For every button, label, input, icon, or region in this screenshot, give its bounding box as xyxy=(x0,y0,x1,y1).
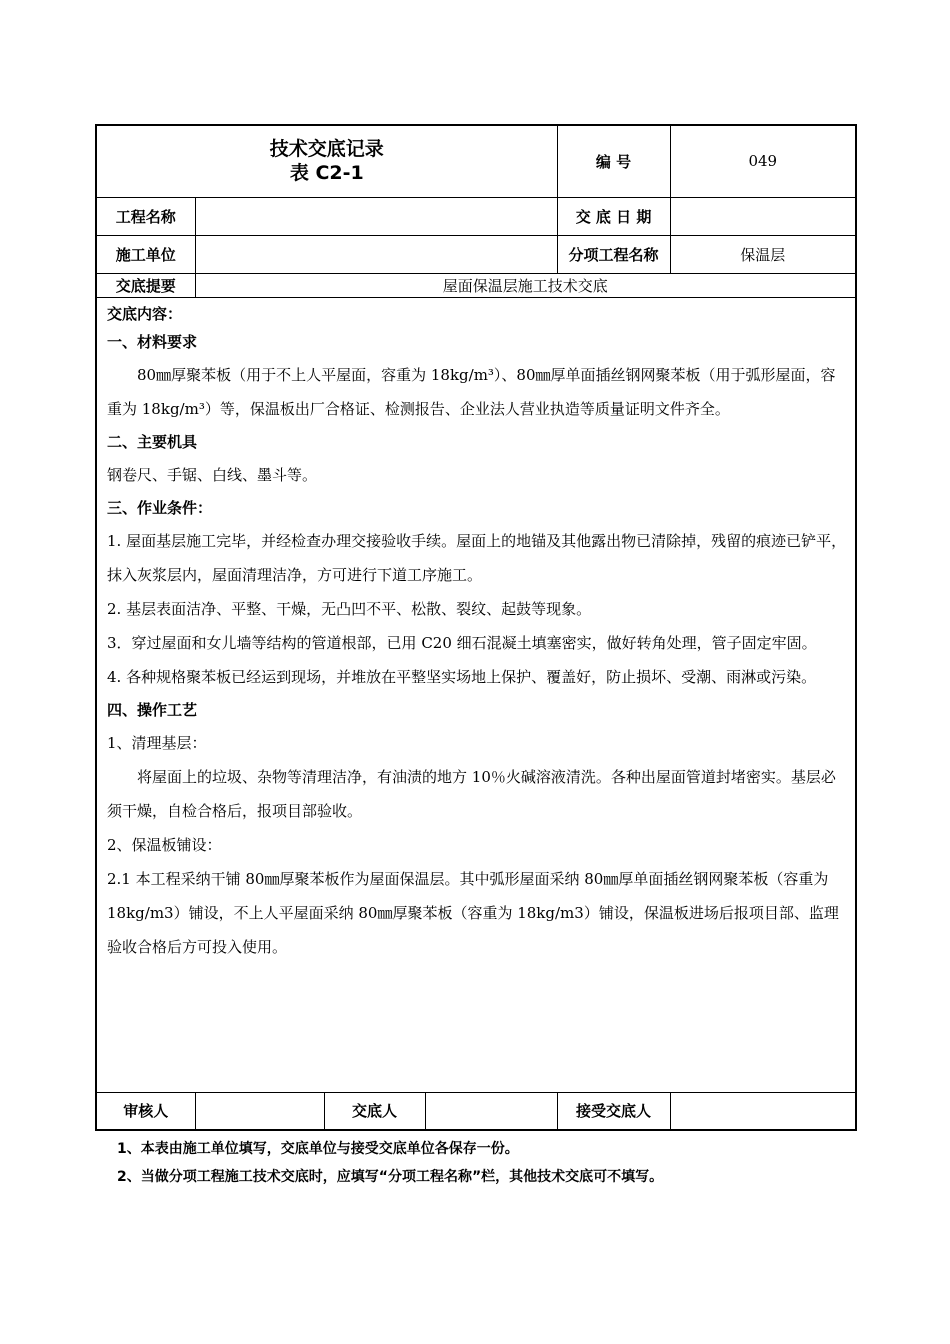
summary-label: 交底提要 xyxy=(96,273,195,297)
form-notes xyxy=(95,1135,855,1191)
unit-label: 施工单位 xyxy=(96,235,195,273)
title-cell xyxy=(96,125,557,197)
reviewer-value[interactable] xyxy=(195,1092,324,1130)
section-3-item-2: 2. 基层表面洁净、平整、干燥，无凸凹不平、松散、裂纹、起鼓等现象。 xyxy=(107,599,592,618)
form-id: 表 C2-1 xyxy=(289,162,364,185)
discloser-label: 交底人 xyxy=(324,1092,425,1130)
section-1-title: 一、材料要求 xyxy=(107,332,198,351)
note-item: 2、当做分项工程施工技术交底时，应填写“分项工程名称”栏，其他技术交底可不填写。 xyxy=(117,1169,664,1185)
note-item: 1、本表由施工单位填写，交底单位与接受交底单位各保存一份。 xyxy=(117,1141,519,1157)
project-name-label: 工程名称 xyxy=(96,197,195,235)
section-4-paragraph-1: 将屋面上的垃圾、杂物等清理洁净，有油渍的地方 10％火碱溶液清洗。各种出屋面管道封堵密实。基层必须干燥，自检合格后，报项目部验收。 xyxy=(107,767,836,820)
unit-value[interactable] xyxy=(195,235,557,273)
section-3-item-3: 3．穿过屋面和女儿墙等结构的管道根部，已用 C20 细石混凝土填塞密实，做好转角处理，管子固定牢固。 xyxy=(107,633,817,652)
section-4-title: 四、操作工艺 xyxy=(107,700,198,719)
section-3-item-1: 1. 屋面基层施工完毕，并经检查办理交接验收手续。屋面上的地锚及其他露出物已清除掉，残留的痕迹已铲平，抹入灰浆层内，屋面清理洁净，方可进行下道工序施工。 xyxy=(107,531,847,584)
section-2-title: 二、主要机具 xyxy=(107,432,198,451)
discloser-value[interactable] xyxy=(425,1092,557,1130)
project-name-value[interactable] xyxy=(195,197,557,235)
section-4-paragraph-2: 2.1 本工程采纳干铺 80㎜厚聚苯板作为屋面保温层。其中弧形屋面采纳 80㎜厚单面插丝钢网聚苯板（容重为 18kg/m3）铺设，不上人平屋面采纳 80㎜厚聚苯板（容重为 18kg/m3）铺设，保温板进场后报项目部、监理验收合格后方可投入使用。 xyxy=(107,869,839,956)
receiver-label: 接受交底人 xyxy=(557,1092,670,1130)
section-1-paragraph: 80㎜厚聚苯板（用于不上人平屋面，容重为 18kg/m³）、80㎜厚单面插丝钢网聚苯板（用于弧形屋面，容重为 18kg/m³）等，保温板出厂合格证、检测报告、企业法人营业执造等质量证明文件齐全。 xyxy=(107,365,836,418)
section-2-paragraph: 钢卷尺、手锯、白线、墨斗等。 xyxy=(107,465,318,484)
reviewer-label: 审核人 xyxy=(96,1092,195,1130)
date-label: 交 底 日 期 xyxy=(557,197,670,235)
date-value[interactable] xyxy=(670,197,856,235)
content-intro: 交底内容： xyxy=(107,304,183,323)
section-4-sub-2: 2、保温板铺设： xyxy=(107,835,222,854)
number-value: 049 xyxy=(670,125,856,197)
technical-disclosure-form xyxy=(95,124,855,1191)
subproject-value[interactable]: 保温层 xyxy=(670,235,856,273)
section-4-sub-1: 1、清理基层： xyxy=(107,733,207,752)
form-title: 技术交底记录 xyxy=(269,138,384,161)
subproject-label: 分项工程名称 xyxy=(557,235,670,273)
section-3-title: 三、作业条件： xyxy=(107,498,213,517)
section-3-item-4: 4. 各种规格聚苯板已经运到现场，并堆放在平整坚实场地上保护、覆盖好，防止损坏、受潮、雨淋或污染。 xyxy=(107,667,817,686)
number-label: 编 号 xyxy=(557,125,670,197)
form-table xyxy=(95,124,857,1131)
disclosure-content xyxy=(96,297,856,1092)
summary-value[interactable]: 屋面保温层施工技术交底 xyxy=(195,273,856,297)
receiver-value[interactable] xyxy=(670,1092,856,1130)
